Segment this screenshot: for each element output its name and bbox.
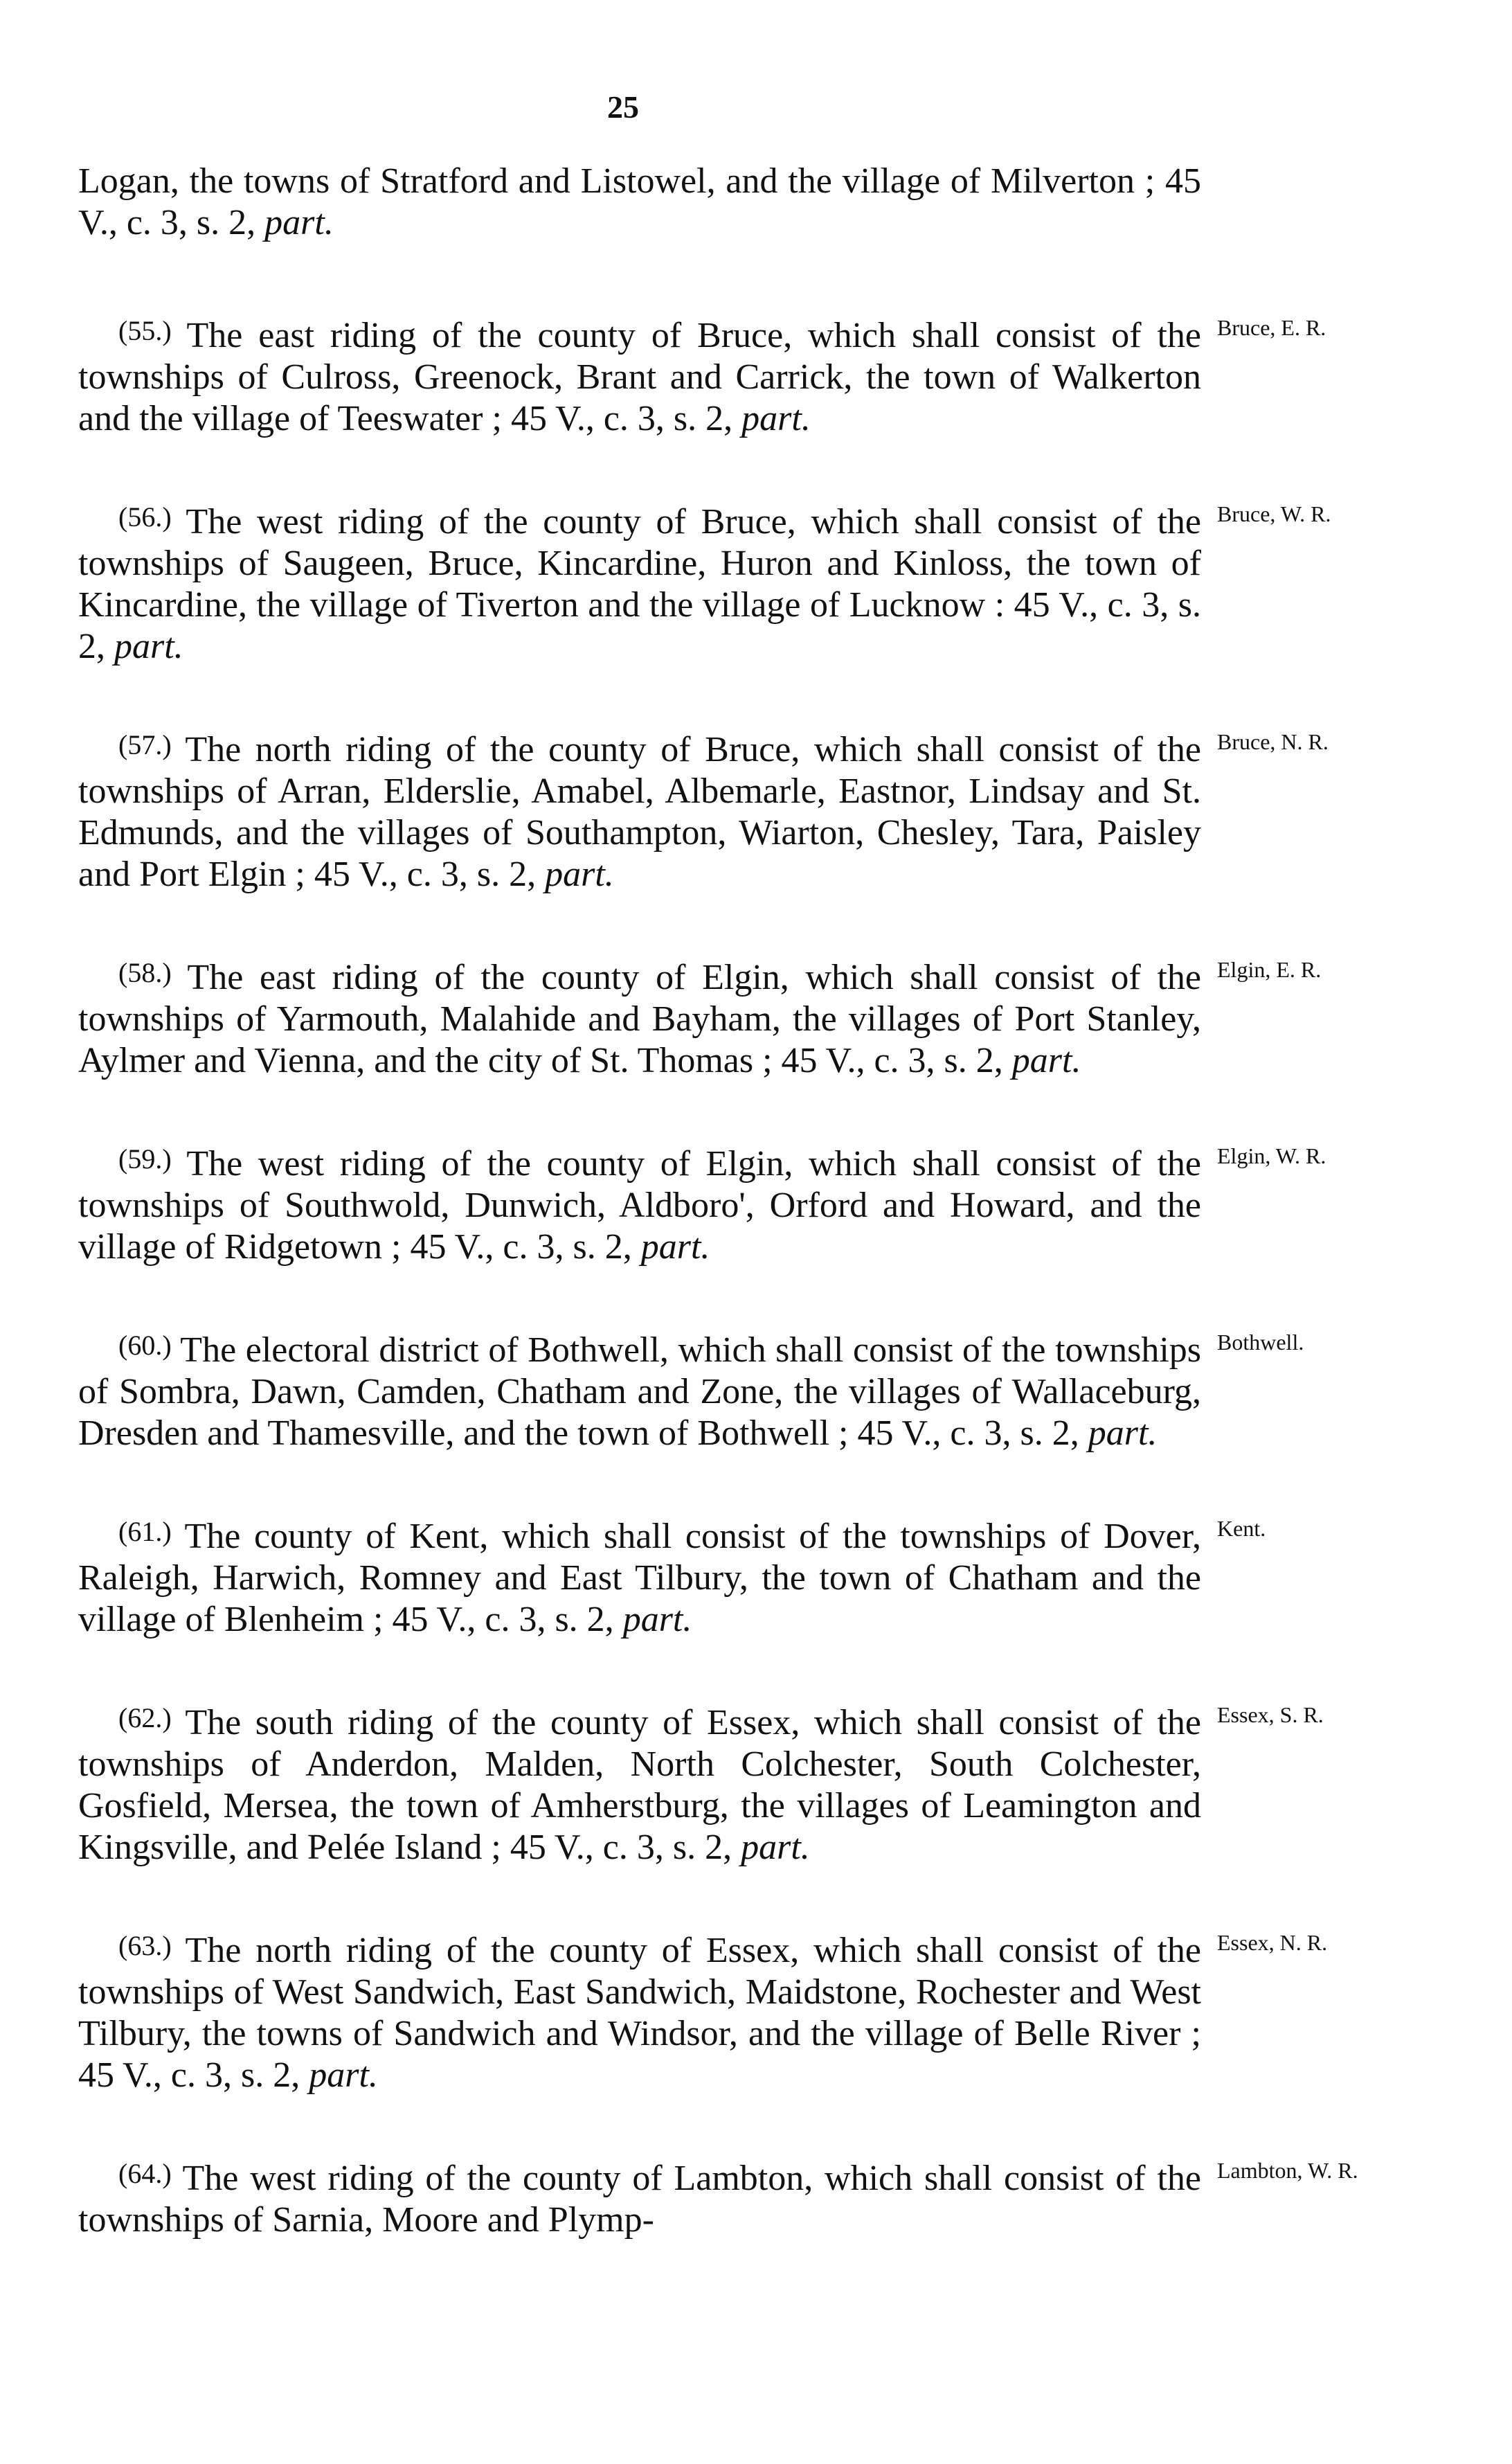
section-part: part. bbox=[741, 399, 811, 438]
section-text: The north riding of the county of Bruce, which shall consist of the townships of Arran, Elderslie, Amabel, Albemarle, Eastnor, Lindsay and St. Edmunds, and the villages of Southampton, Wiarton, Chesley, Tara, Paisley and Port Elgin ; 45 V., c. 3, s. 2, bbox=[78, 730, 1201, 894]
section-58 bbox=[78, 952, 1322, 1082]
section-text: The county of Kent, which shall consist of the townships of Dover, Raleigh, Harwich, Romney and East Tilbury, the town of Chatham and the village of Blenheim ; 45 V., c. 3, s. 2, bbox=[78, 1517, 1201, 1639]
section-text: The north riding of the county of Essex, which shall consist of the townships of West Sandwich, East Sandwich, Maidstone, Rochester and West Tilbury, the towns of Sandwich and Windsor, and the village of Belle River ; 45 V., c. 3, s. 2, bbox=[78, 1931, 1201, 2095]
section-paragraph bbox=[78, 497, 1201, 668]
section-59 bbox=[78, 1139, 1326, 1268]
section-62 bbox=[78, 1697, 1324, 1868]
margin-note: Bruce, E. R. bbox=[1217, 315, 1326, 340]
text-column bbox=[78, 161, 1358, 2298]
lead-citation: 45 V., c. 3, s. 2, bbox=[78, 161, 1202, 242]
continued-paragraph bbox=[78, 161, 1201, 244]
section-60 bbox=[78, 1325, 1304, 1454]
section-text: The south riding of the county of Essex, which shall consist of the townships of Anderdon, Malden, North Colchester, South Colchester, Gosfield, Mersea, the town of Amherstburg, the villages of Leamington and Kingsville, and Pelée Island ; 45 V., c. 3, s. 2, bbox=[78, 1703, 1201, 1867]
margin-note: Bruce, N. R. bbox=[1217, 729, 1329, 754]
margin-note: Bothwell. bbox=[1217, 1330, 1304, 1355]
margin-note: Lambton, W. R. bbox=[1217, 2158, 1358, 2183]
lead-part: part. bbox=[264, 203, 334, 242]
section-55 bbox=[78, 310, 1326, 440]
margin-note: Bruce, W. R. bbox=[1217, 501, 1331, 526]
margin-note: Essex, N. R. bbox=[1217, 1930, 1328, 1955]
section-part: part. bbox=[1088, 1413, 1158, 1453]
section-paragraph bbox=[78, 310, 1201, 440]
section-number: (64.) bbox=[118, 2158, 172, 2189]
margin-note: Elgin, E. R. bbox=[1217, 957, 1322, 982]
section-text: The west riding of the county of Lambton, which shall consist of the townships of Sarnia, Moore and Plymp- bbox=[78, 2159, 1201, 2240]
section-number: (58.) bbox=[118, 957, 172, 988]
section-paragraph bbox=[78, 1325, 1201, 1454]
margin-note: Elgin, W. R. bbox=[1217, 1143, 1326, 1168]
section-paragraph bbox=[78, 2153, 1201, 2241]
section-paragraph bbox=[78, 1511, 1201, 1641]
section-57 bbox=[78, 724, 1329, 895]
section-number: (59.) bbox=[118, 1143, 172, 1175]
section-part: part. bbox=[741, 1828, 810, 1867]
section-63 bbox=[78, 1925, 1328, 2096]
section-number: (63.) bbox=[118, 1930, 172, 1961]
section-number: (62.) bbox=[118, 1702, 172, 1733]
section-text: The west riding of the county of Elgin, which shall consist of the townships of Southwold, Dunwich, Aldboro', Orford and Howard, and the village of Ridgetown ; 45 V., c. 3, s. 2, bbox=[78, 1144, 1201, 1267]
section-text: The east riding of the county of Elgin, which shall consist of the townships of Yarmouth, Malahide and Bayham, the villages of Port Stanley, Aylmer and Vienna, and the city of St. Thomas ; 45 V., c. 3, s. 2, bbox=[78, 958, 1201, 1080]
section-number: (61.) bbox=[118, 1516, 172, 1547]
section-64 bbox=[78, 2153, 1358, 2241]
section-number: (55.) bbox=[118, 315, 172, 346]
section-number: (57.) bbox=[118, 729, 172, 760]
section-paragraph bbox=[78, 1925, 1201, 2096]
section-56 bbox=[78, 497, 1331, 668]
section-61 bbox=[78, 1511, 1266, 1641]
section-paragraph bbox=[78, 1697, 1201, 1868]
section-part: part. bbox=[622, 1600, 692, 1639]
page-number: 25 bbox=[607, 89, 639, 125]
section-paragraph bbox=[78, 1139, 1201, 1268]
section-number: (56.) bbox=[118, 501, 172, 533]
section-part: part. bbox=[545, 855, 614, 894]
section-part: part. bbox=[309, 2055, 378, 2095]
section-text: The west riding of the county of Bruce, which shall consist of the townships of Saugeen, Bruce, Kincardine, Huron and Kinloss, the town of Kincardine, the village of Tiverton and the village of Lucknow : 45 V., c. 3, s. 2, bbox=[78, 502, 1201, 666]
section-paragraph bbox=[78, 952, 1201, 1082]
section-part: part. bbox=[114, 627, 183, 666]
section-paragraph bbox=[78, 724, 1201, 895]
section-number: (60.) bbox=[118, 1330, 172, 1361]
section-text: The electoral district of Bothwell, which shall consist of the townships of Sombra, Dawn, Camden, Chatham and Zone, the villages of Wallaceburg, Dresden and Thamesville, and the town of Bothwell ; 45 V., c. 3, s. 2, bbox=[78, 1330, 1201, 1453]
margin-note: Essex, S. R. bbox=[1217, 1702, 1324, 1727]
margin-note: Kent. bbox=[1217, 1516, 1266, 1541]
section-text: The east riding of the county of Bruce, which shall consist of the townships of Culross, Greenock, Brant and Carrick, the town of Walkerton and the village of Teeswater ; 45 V., c. 3, s. 2, bbox=[78, 316, 1201, 438]
section-part: part. bbox=[640, 1227, 710, 1267]
lead-text: Logan, the towns of Stratford and Listowel, and the village of Milverton ; bbox=[78, 161, 1155, 201]
section-part: part. bbox=[1011, 1041, 1081, 1080]
